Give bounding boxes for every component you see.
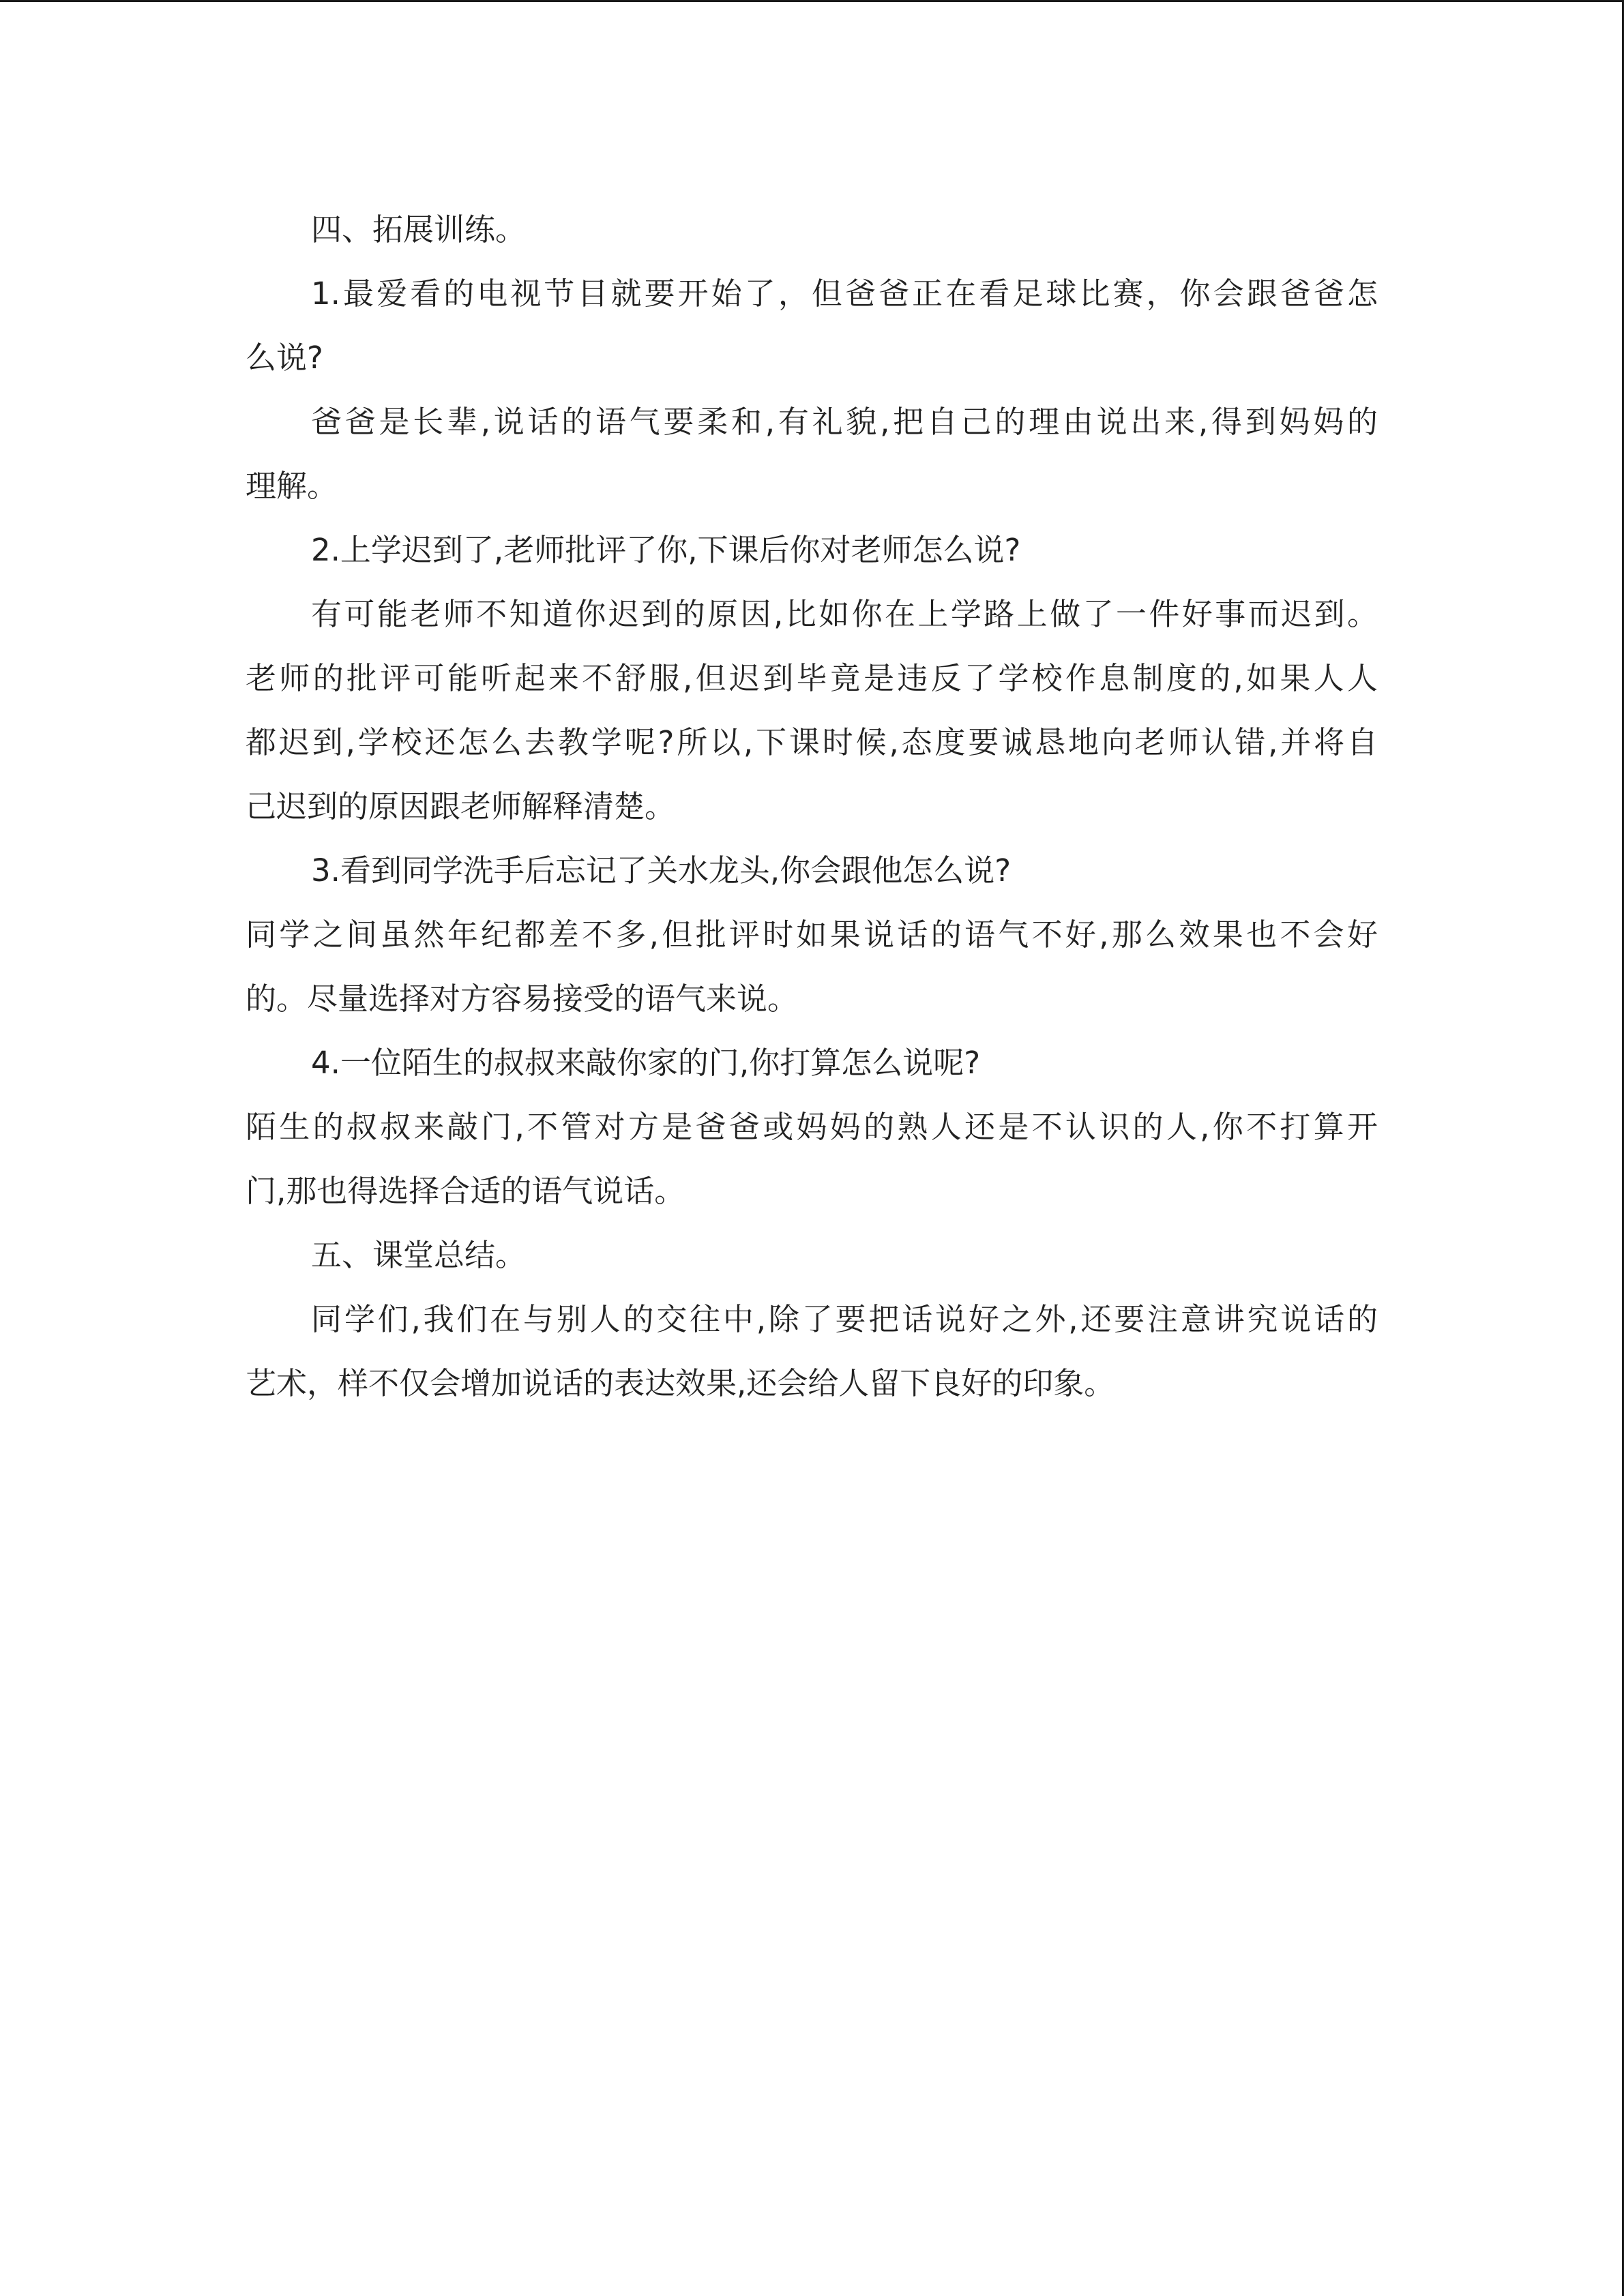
section-heading-class-summary: 五、课堂总结。: [311, 1237, 527, 1273]
answer-2-line-4: 己迟到的原因跟老师解释清楚。: [246, 788, 676, 824]
answer-4-line-1: 陌生的叔叔来敲门,不管对方是爸爸或妈妈的熟人还是不认识的人,你不打算开: [246, 1109, 1378, 1145]
answer-3-line-2: 的。尽量选择对方容易接受的语气来说。: [246, 981, 799, 1017]
answer-1-line-2: 理解。: [246, 468, 338, 504]
question-2: 2.上学迟到了,老师批评了你,下课后你对老师怎么说?: [311, 532, 1021, 568]
answer-2-line-1: 有可能老师不知道你迟到的原因,比如你在上学路上做了一件好事而迟到。: [311, 596, 1378, 632]
answer-1-line-1: 爸爸是长辈,说话的语气要柔和,有礼貌,把自己的理由说出来,得到妈妈的: [311, 404, 1378, 440]
summary-line-1: 同学们,我们在与别人的交往中,除了要把话说好之外,还要注意讲究说话的: [311, 1301, 1378, 1337]
answer-3-line-1: 同学之间虽然年纪都差不多,但批评时如果说话的语气不好,那么效果也不会好: [246, 916, 1378, 953]
answer-4-line-2: 门,那也得选择合适的语气说话。: [246, 1173, 685, 1209]
section-heading-extension-training: 四、拓展训练。: [311, 211, 527, 248]
answer-2-line-2: 老师的批评可能听起来不舒服,但迟到毕竟是违反了学校作息制度的,如果人人: [246, 660, 1378, 696]
page-top-border: [0, 0, 1624, 2]
summary-line-2: 艺术，样不仅会增加说话的表达效果,还会给人留下良好的印象。: [246, 1365, 1115, 1401]
question-4: 4.一位陌生的叔叔来敲你家的门,你打算怎么说呢?: [311, 1045, 981, 1081]
question-1-line-2: 么说?: [246, 340, 323, 376]
question-3: 3.看到同学洗手后忘记了关水龙头,你会跟他怎么说?: [311, 852, 1012, 889]
question-1-line-1: 1.最爱看的电视节目就要开始了，但爸爸正在看足球比赛，你会跟爸爸怎: [311, 275, 1378, 312]
answer-2-line-3: 都迟到,学校还怎么去教学呢?所以,下课时候,态度要诚恳地向老师认错,并将自: [246, 724, 1378, 760]
document-body: [246, 198, 1378, 1416]
